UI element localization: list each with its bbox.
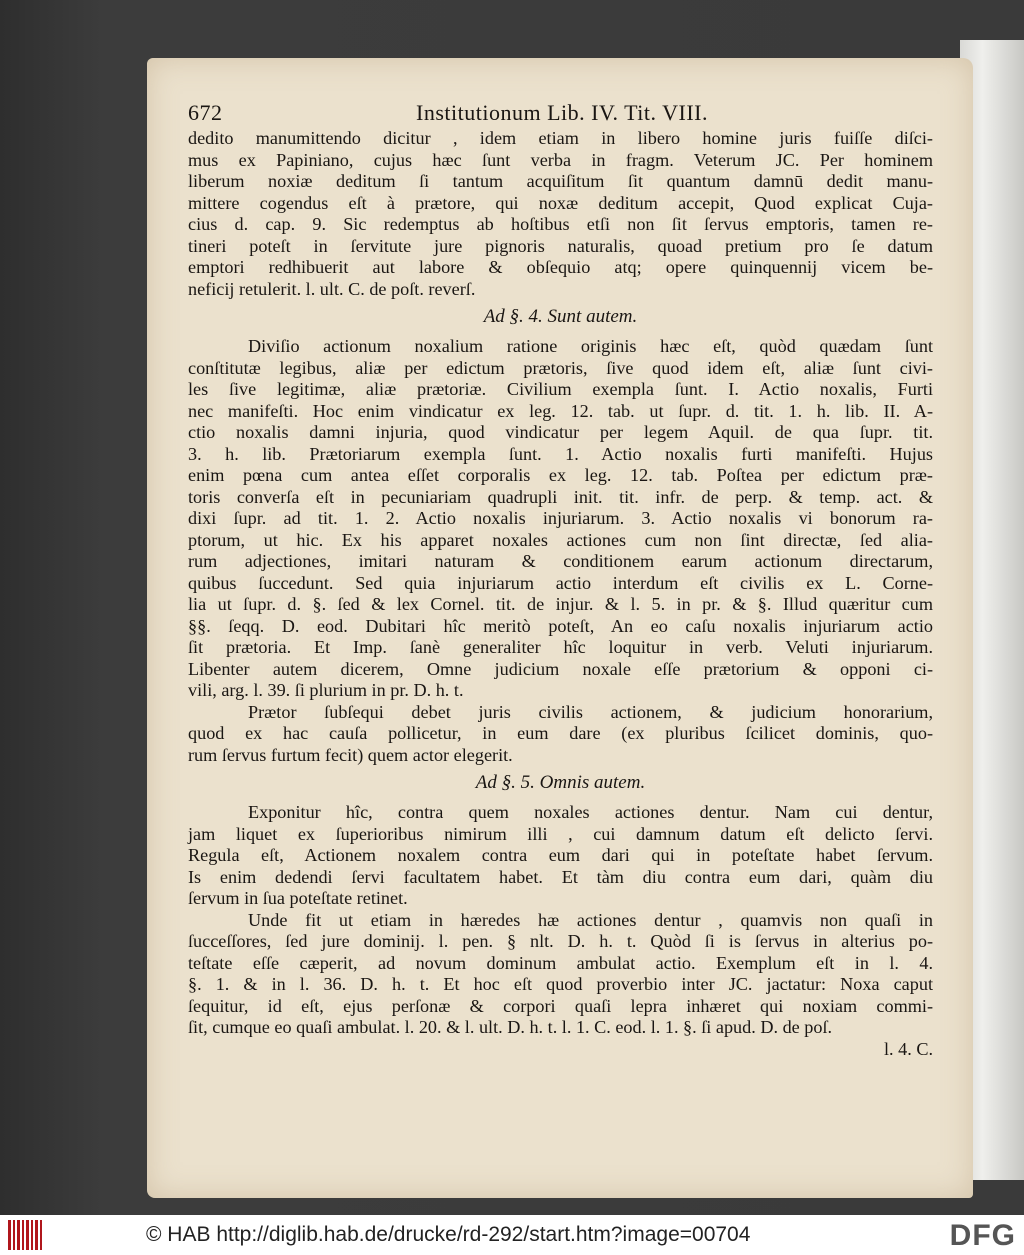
text-line: liberum noxiæ deditum ſi tantum acquiſitum ſit quantum damnū dedit manu-: [188, 171, 933, 191]
text-line: quibus ſuccedunt. Sed quia injuriarum actio interdum eſt civilis ex L. Corne-: [188, 572, 933, 593]
text-line: conſtitutæ legibus, aliæ per edictum prætoris, ſive quod idem eſt, aliæ ſunt civi-: [188, 357, 933, 378]
page-text-block: [188, 100, 948, 1060]
text-line: vili, arg. l. 39. ſi plurium in pr. D. h. t.: [188, 680, 464, 700]
text-line: tineri poteſt in ſervitute jure pignoris naturalis, quoad pretium pro ſe datum: [188, 235, 933, 256]
footer-bar: [0, 1215, 1024, 1255]
text-line: Diviſio actionum noxalium ratione originis hæc eſt, quòd quædam ſunt: [248, 336, 933, 356]
page-number: 672: [188, 100, 223, 125]
text-line: mittere cogendus eſt à prætore, qui noxæ deditum accepit, Quod explicat Cuja-: [188, 192, 933, 213]
text-line: ctio noxalis damni injuria, quod vindicatur per legem Aquil. de qua ſupr. tit.: [188, 422, 933, 442]
dfg-logo: DFG: [949, 1219, 1016, 1252]
text-line: les ſive legitimæ, aliæ prætoriæ. Civilium exempla ſunt. I. Actio noxalis, Furti: [188, 379, 933, 399]
text-line: 3. h. lib. Prætoriarum exempla ſunt. 1. Actio noxalis furti manifeſti. Hujus: [188, 443, 933, 464]
text-line: enim pœna cum antea eſſet corporalis ex leg. 12. tab. Poſtea per edictum præ-: [188, 465, 933, 485]
text-line: §. 1. & in l. 36. D. h. t. Et hoc eſt quod proverbio inter JC. jactatur: Noxa caput: [188, 974, 933, 994]
text-line: emptori redhibuerit aut labore & obſequio atq; opere quinquennij vicem be-: [188, 257, 933, 277]
text-line: mus ex Papiniano, cujus hæc ſunt verba in fragm. Veterum JC. Per hominem: [188, 149, 933, 170]
text-line: Regula eſt, Actionem noxalem contra eum dari qui in poteſtate habet ſervum.: [188, 845, 933, 865]
text-line: dixi ſupr. ad tit. 1. 2. Actio noxalis injuriarum. 3. Actio noxalis vi bonorum ra-: [188, 508, 933, 528]
footer-attribution[interactable]: © HAB http://diglib.hab.de/drucke/rd-292/start.htm?image=00704: [146, 1223, 751, 1246]
section-heading: Ad §. 4. Sunt autem.: [483, 306, 638, 327]
text-line: toris converſa eſt in pecuniariam quadrupli init. tit. infr. de perp. & temp. act. &: [188, 486, 933, 507]
text-line: teſtate eſſe cæperit, ad novum dominum ambulat actio. Exemplum eſt in l. 4.: [188, 952, 933, 973]
text-line: ſucceſſores, ſed jure dominij. l. pen. § nlt. D. h. t. Quòd ſi is ſervus in alterius po-: [188, 931, 933, 951]
catchword: l. 4. C.: [883, 1038, 933, 1059]
text-line: ſervum in ſua poteſtate retinet.: [188, 888, 408, 908]
text-line: ptorum, ut hic. Ex his apparet noxales actiones cum non ſint directæ, ſed alia-: [188, 529, 933, 550]
text-line: Prætor ſubſequi debet juris civilis actionem, & judicium honorarium,: [248, 701, 933, 722]
running-head: [188, 100, 708, 126]
text-line: cius d. cap. 9. Sic redemptus ab hoſtibus etſi non ſit ſervus emptoris, tamen re-: [188, 214, 933, 234]
text-line: ſit prætoria. Et Imp. ſanè generaliter hîc loquitur in verb. Veluti injuriarum.: [188, 637, 933, 657]
running-title: Institutionum Lib. IV. Tit. VIII.: [416, 100, 708, 125]
text-line: Libenter autem dicerem, Omne judicium noxale eſſe prætorium & opponi ci-: [188, 658, 933, 679]
text-line: lia ut ſupr. d. §. ſed & lex Cornel. tit. de injur. & l. 5. in pr. & §. Illud quæritur cum: [188, 594, 933, 614]
text-line: ſit, cumque eo quaſi ambulat. l. 20. & l. ult. D. h. t. l. 1. C. eod. l. 1. §. ſi apud. D. de poſ.: [188, 1017, 833, 1037]
text-line: nec manifeſti. Hoc enim vindicatur ex leg. 12. tab. ut ſupr. d. tit. 1. h. lib. II. A-: [188, 400, 933, 421]
text-line: Unde fit ut etiam in hæredes hæ actiones dentur , quamvis non quaſi in: [248, 909, 933, 930]
text-line: rum adjectiones, imitari naturam & conditionem earum actionum directarum,: [188, 551, 933, 571]
text-flow: [188, 128, 948, 1039]
text-line: §§. ſeqq. D. eod. Dubitari hîc meritò poteſt, An eo caſu noxalis injuriarum actio: [188, 615, 933, 636]
text-line: rum ſervus furtum fecit) quem actor elegerit.: [188, 744, 513, 765]
text-line: neficij retulerit. l. ult. C. de poſt. reverſ.: [188, 278, 476, 299]
hab-logo-icon: [8, 1220, 42, 1250]
text-line: quod ex hac cauſa pollicetur, in eum dare (ex pluribus ſcilicet dominis, quo-: [188, 723, 933, 743]
text-line: Is enim dedendi ſervi facultatem habet. Et tàm diu contra eum dari, quàm diu: [188, 866, 933, 887]
section-heading: Ad §. 5. Omnis autem.: [475, 772, 646, 793]
text-line: Exponitur hîc, contra quem noxales actiones dentur. Nam cui dentur,: [248, 802, 933, 822]
text-line: dedito manumittendo dicitur , idem etiam in libero homine juris fuiſſe diſci-: [188, 128, 933, 148]
text-line: jam liquet ex ſuperioribus nimirum illi , cui damnum datum eſt delicto ſervi.: [188, 823, 933, 844]
text-line: ſequitur, id eſt, ejus perſonæ & corpori quaſi lepra inhæret qui noxiam commi-: [188, 995, 933, 1016]
